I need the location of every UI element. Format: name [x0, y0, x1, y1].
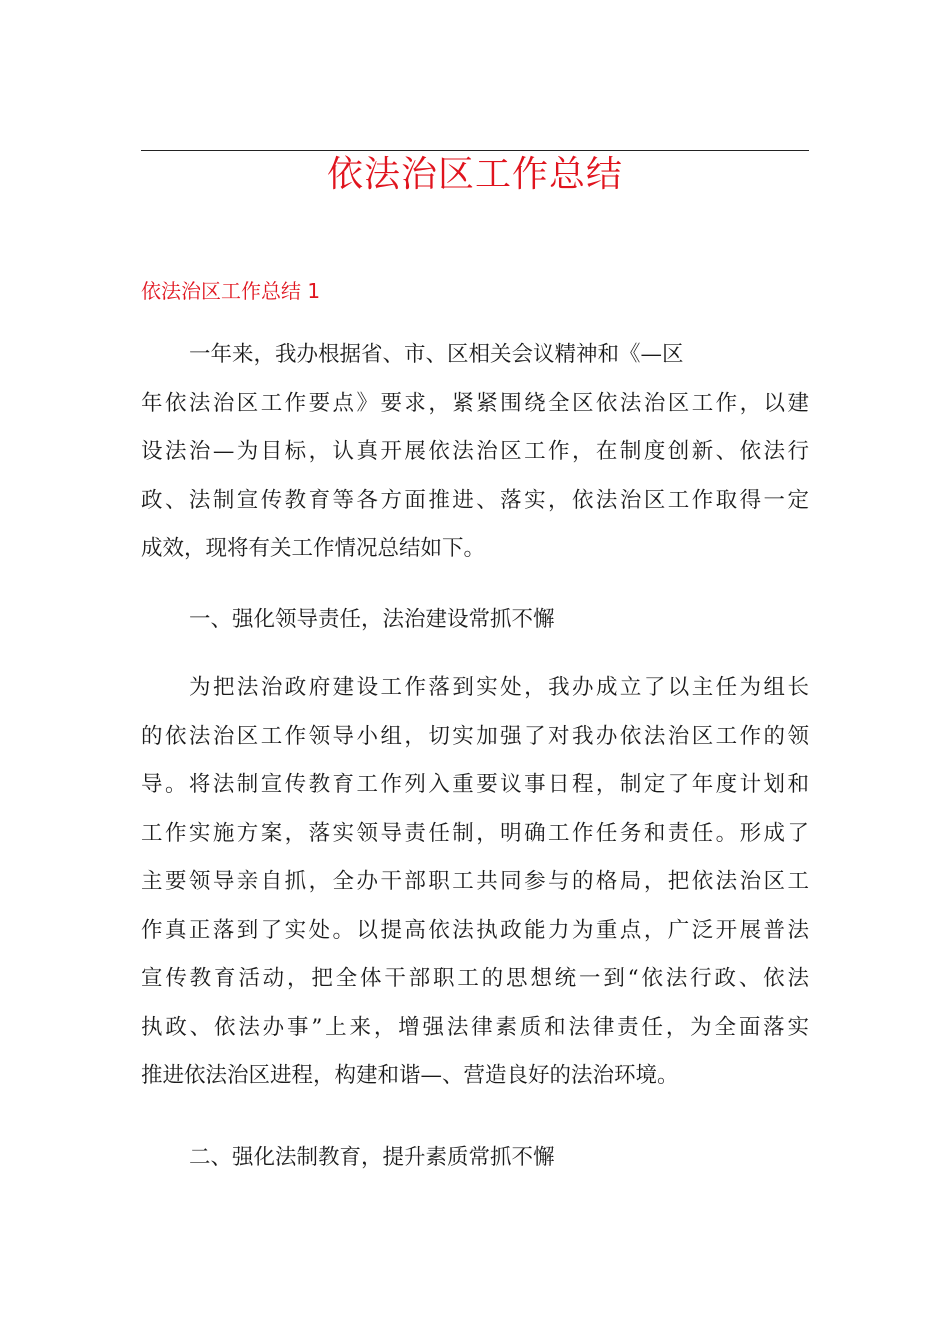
- paragraph-line: 一年来，我办根据省、市、区相关会议精神和《—区: [189, 342, 684, 367]
- paragraph-line: 推进依法治区进程，构建和谐—、营造良好的法治环境。: [141, 1063, 679, 1088]
- paragraph-line: 成效，现将有关工作情况总结如下。: [141, 536, 486, 561]
- paragraph-line: 执政、依法办事”上来，增强法律素质和法律责任，为全面落实: [141, 1014, 809, 1040]
- paragraph-line: 政、法制宣传教育等各方面推进、落实，依法治区工作取得一定: [141, 487, 809, 513]
- paragraph-line: 的依法治区工作领导小组，切实加强了对我办依法治区工作的领: [141, 723, 809, 749]
- paragraph-line: 主要领导亲自抓，全办干部职工共同参与的格局，把依法治区工: [141, 869, 809, 894]
- subheading-one: [141, 596, 809, 645]
- paragraph-line: 为把法治政府建设工作落到实处，我办成立了以主任为组长: [189, 675, 809, 700]
- paragraph-line: 导。将法制宣传教育工作列入重要议事日程，制定了年度计划和: [141, 772, 809, 797]
- section-heading: 依法治区工作总结 1: [141, 279, 321, 303]
- paragraph-leadership: [141, 664, 809, 1101]
- subheading-two: [141, 1134, 809, 1183]
- paragraph-line: 工作实施方案，落实领导责任制，明确工作任务和责任。形成了: [141, 820, 809, 846]
- paragraph-intro: [141, 331, 809, 574]
- document-title: 依法治区工作总结: [326, 154, 623, 195]
- subheading-line: 一、强化领导责任，法治建设常抓不懈: [189, 607, 555, 632]
- paragraph-line: 作真正落到了实处。以提高依法执政能力为重点，广泛开展普法: [141, 917, 809, 943]
- paragraph-line: 年依法治区工作要点》要求，紧紧围绕全区依法治区工作，以建: [141, 390, 809, 416]
- subheading-line: 二、强化法制教育，提升素质常抓不懈: [189, 1145, 555, 1170]
- paragraph-line: 宣传教育活动，把全体干部职工的思想统一到“依法行政、依法: [141, 966, 809, 991]
- paragraph-line: 设法治—为目标，认真开展依法治区工作，在制度创新、依法行: [141, 439, 809, 464]
